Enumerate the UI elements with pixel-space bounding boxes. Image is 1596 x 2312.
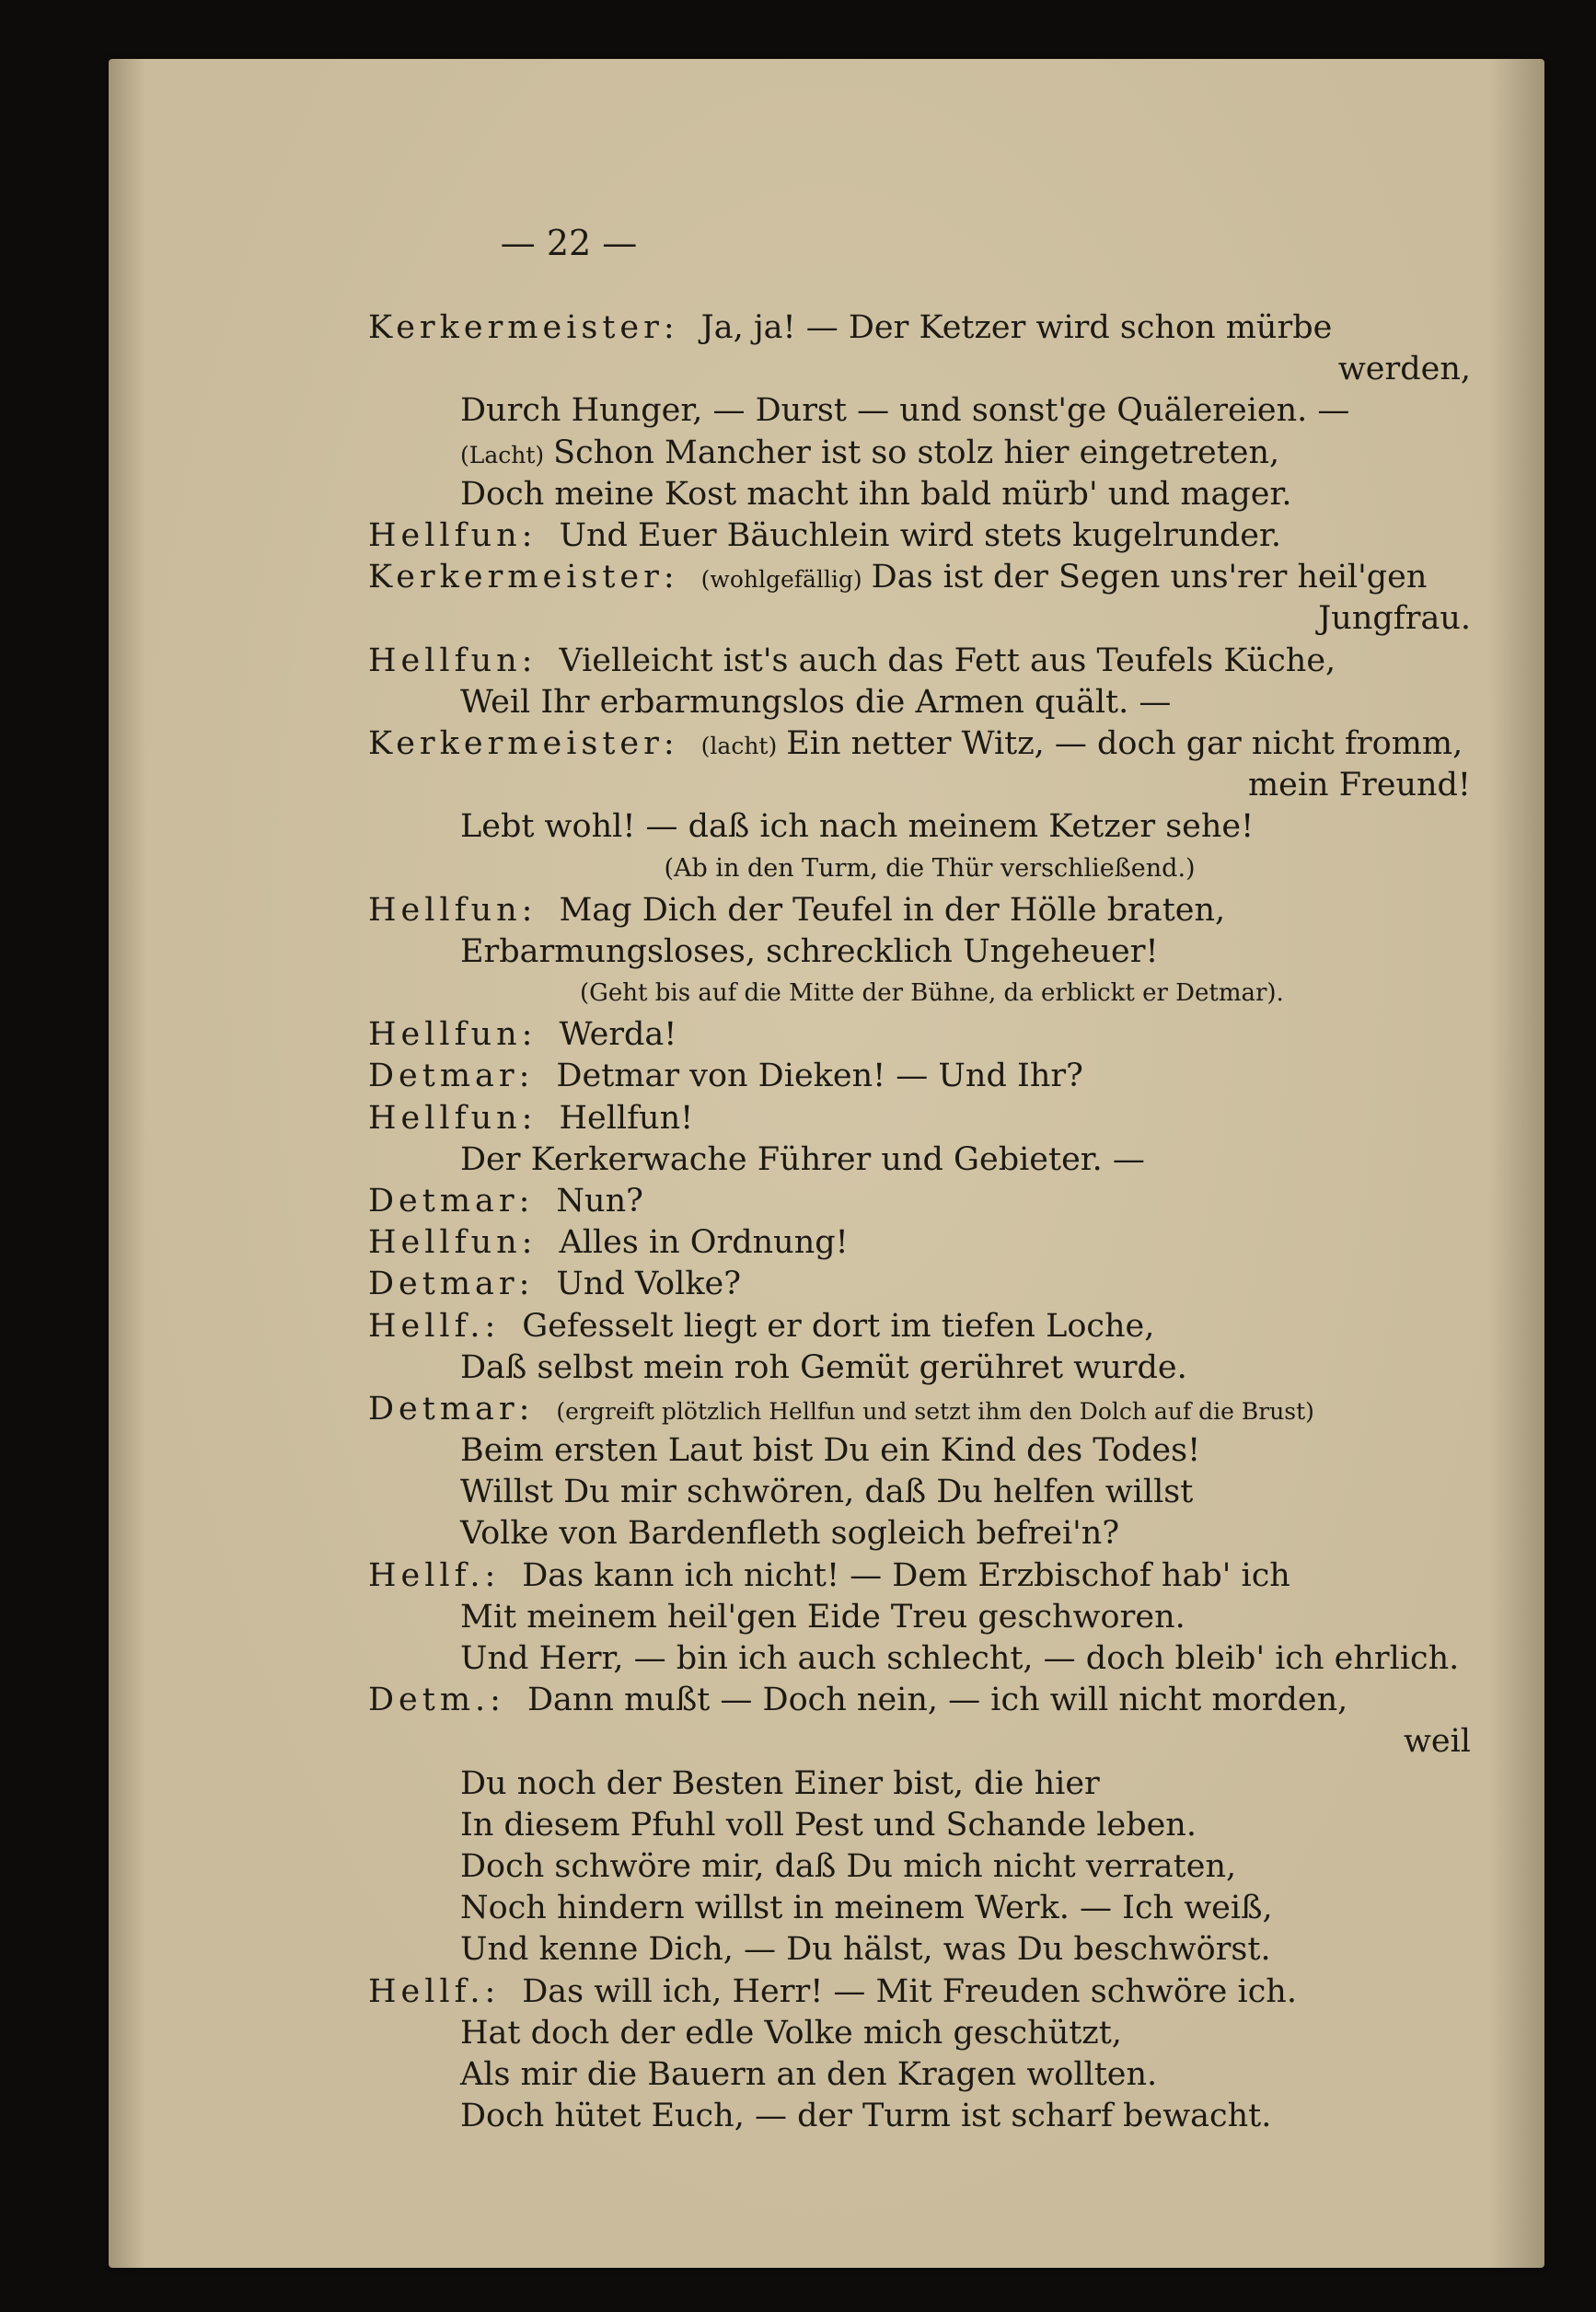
line-text: Noch hindern willst in meinem Werk. — Ich weiß, <box>460 1890 1273 1927</box>
text-line <box>368 2013 1491 2054</box>
line-text: mein Freund! <box>1247 767 1471 804</box>
text-line <box>368 390 1491 432</box>
line-text: Vielleicht ist's auch das Fett aus Teufels Küche, <box>559 642 1336 679</box>
line-text: Das will ich, Herr! — Mit Freuden schwöre ich. <box>522 1972 1297 2010</box>
text-line <box>368 848 1491 889</box>
speaker-name: Hellf.: <box>368 1307 501 1345</box>
line-text: In diesem Pfuhl voll Pest und Schande leben. <box>460 1806 1197 1844</box>
text-line <box>368 1056 1491 1097</box>
text-line <box>368 2054 1491 2096</box>
text-line <box>368 2096 1491 2137</box>
line-text: Nun? <box>556 1182 643 1220</box>
text-line <box>368 1389 1491 1430</box>
text-line <box>368 1222 1491 1264</box>
text-line <box>368 1098 1491 1139</box>
play-text <box>368 307 1491 2137</box>
text-line <box>368 1846 1491 1888</box>
speaker-name: Detmar: <box>368 1058 535 1095</box>
speaker-name: Hellfun: <box>368 642 538 679</box>
speaker-name: Hellfun: <box>368 891 538 929</box>
line-text: Und kenne Dich, — Du hälst, was Du beschwörst. <box>460 1931 1271 1969</box>
line-text: weil <box>1403 1723 1471 1761</box>
page-number: — 22 — <box>500 223 638 263</box>
line-text: Detmar von Dieken! — Und Ihr? <box>556 1058 1083 1095</box>
line-text: Schon Mancher ist so stolz hier eingetreten, <box>553 434 1280 471</box>
line-text: Doch schwöre mir, daß Du mich nicht verraten, <box>460 1847 1237 1885</box>
line-text: Du noch der Besten Einer bist, die hier <box>460 1764 1100 1802</box>
line-text: Willst Du mir schwören, daß Du helfen willst <box>460 1474 1194 1511</box>
speaker-name: Hellf.: <box>368 1556 501 1594</box>
text-line <box>368 723 1491 765</box>
stage-direction: (Ab in den Turm, die Thür verschließend.) <box>664 854 1196 884</box>
text-line <box>368 1805 1491 1846</box>
text-line <box>368 474 1491 515</box>
line-text: Der Kerkerwache Führer und Gebieter. — <box>460 1140 1145 1178</box>
speaker-name: Kerkermeister: <box>368 559 679 596</box>
text-line <box>368 1264 1491 1305</box>
text-line <box>368 1513 1491 1555</box>
line-text: Das ist der Segen uns'rer heil'gen <box>871 559 1428 596</box>
text-line <box>368 1306 1491 1347</box>
text-line <box>368 765 1491 806</box>
text-line <box>368 1929 1491 1971</box>
line-text: Daß selbst mein roh Gemüt gerühret wurde. <box>460 1348 1187 1386</box>
text-line <box>368 433 1491 474</box>
speaker-name: Hellfun: <box>368 1016 538 1054</box>
text-line <box>368 349 1491 390</box>
stage-direction: (lacht) <box>700 732 778 759</box>
line-text: Doch meine Kost macht ihn bald mürb' und mager. <box>460 475 1292 513</box>
speaker-name: Kerkermeister: <box>368 309 679 346</box>
book-page <box>109 59 1544 2268</box>
text-line <box>368 1763 1491 1805</box>
line-text: Dann mußt — Doch nein, — ich will nicht morden, <box>526 1682 1348 1719</box>
text-line <box>368 806 1491 848</box>
text-line <box>368 1181 1491 1222</box>
line-text: Hat doch der edle Volke mich geschützt, <box>460 2014 1122 2052</box>
line-text: Mag Dich der Teufel in der Hölle braten, <box>559 891 1226 929</box>
text-line <box>368 1014 1491 1056</box>
speaker-name: Detmar: <box>368 1390 535 1428</box>
line-text: Erbarmungsloses, schrecklich Ungeheuer! <box>460 932 1159 970</box>
text-line <box>368 1472 1491 1513</box>
text-line <box>368 1430 1491 1472</box>
line-text: Jungfrau. <box>1318 600 1471 638</box>
stage-direction: (wohlgefällig) <box>700 566 862 594</box>
line-text: Ein netter Witz, — doch gar nicht fromm, <box>786 724 1463 762</box>
line-text: Ja, ja! — Der Ketzer wird schon mürbe <box>700 309 1333 346</box>
line-text: Alles in Ordnung! <box>559 1224 849 1262</box>
line-text: Werda! <box>559 1016 677 1054</box>
line-text: Und Euer Bäuchlein wird stets kugelrunder. <box>559 516 1282 554</box>
text-line <box>368 1721 1491 1763</box>
line-text: Gefesselt liegt er dort im tiefen Loche, <box>522 1307 1155 1345</box>
line-text: Durch Hunger, — Durst — und sonst'ge Quälereien. — <box>460 392 1350 430</box>
text-line <box>368 973 1491 1014</box>
line-text: Doch hütet Euch, — der Turm ist scharf bewacht. <box>460 2098 1272 2135</box>
line-text: Hellfun! <box>559 1099 694 1137</box>
speaker-name: Hellfun: <box>368 1224 538 1262</box>
text-line <box>368 598 1491 640</box>
line-text: Volke von Bardenfleth sogleich befrei'n? <box>460 1515 1120 1553</box>
speaker-name: Detmar: <box>368 1182 535 1220</box>
text-line <box>368 557 1491 598</box>
line-text: Und Herr, — bin ich auch schlecht, — doch bleib' ich ehrlich. <box>460 1640 1460 1677</box>
line-text: Weil Ihr erbarmungslos die Armen quält. — <box>460 683 1172 721</box>
line-text: Das kann ich nicht! — Dem Erzbischof hab' ich <box>522 1556 1290 1594</box>
speaker-name: Detmar: <box>368 1266 535 1303</box>
stage-direction: (Geht bis auf die Mitte der Bühne, da erblickt er Detmar). <box>580 979 1284 1007</box>
text-line <box>368 641 1491 682</box>
line-text: Und Volke? <box>556 1266 742 1303</box>
speaker-name: Detm.: <box>368 1682 505 1719</box>
text-line <box>368 1555 1491 1597</box>
text-line <box>368 515 1491 557</box>
text-line <box>368 1347 1491 1389</box>
text-line <box>368 307 1491 349</box>
speaker-name: Hellfun: <box>368 1099 538 1137</box>
line-text: Lebt wohl! — daß ich nach meinem Ketzer sehe! <box>460 808 1255 846</box>
stage-direction: (ergreift plötzlich Hellfun und setzt ihm den Dolch auf die Brust) <box>556 1397 1314 1425</box>
text-line <box>368 1597 1491 1638</box>
speaker-name: Hellf.: <box>368 1972 501 2010</box>
line-text: Mit meinem heil'gen Eide Treu geschworen. <box>460 1598 1185 1636</box>
text-line <box>368 1680 1491 1721</box>
text-line <box>368 1139 1491 1181</box>
line-text: Beim ersten Laut bist Du ein Kind des Todes! <box>460 1432 1201 1470</box>
text-line <box>368 931 1491 973</box>
line-text: werden, <box>1337 351 1471 388</box>
speaker-name: Kerkermeister: <box>368 724 679 762</box>
line-text: Als mir die Bauern an den Kragen wollten. <box>460 2055 1158 2093</box>
text-line <box>368 682 1491 723</box>
text-line <box>368 1971 1491 2013</box>
speaker-name: Hellfun: <box>368 516 538 554</box>
text-line <box>368 890 1491 931</box>
text-line <box>368 1888 1491 1929</box>
text-line <box>368 1638 1491 1680</box>
stage-direction: (Lacht) <box>460 441 545 468</box>
